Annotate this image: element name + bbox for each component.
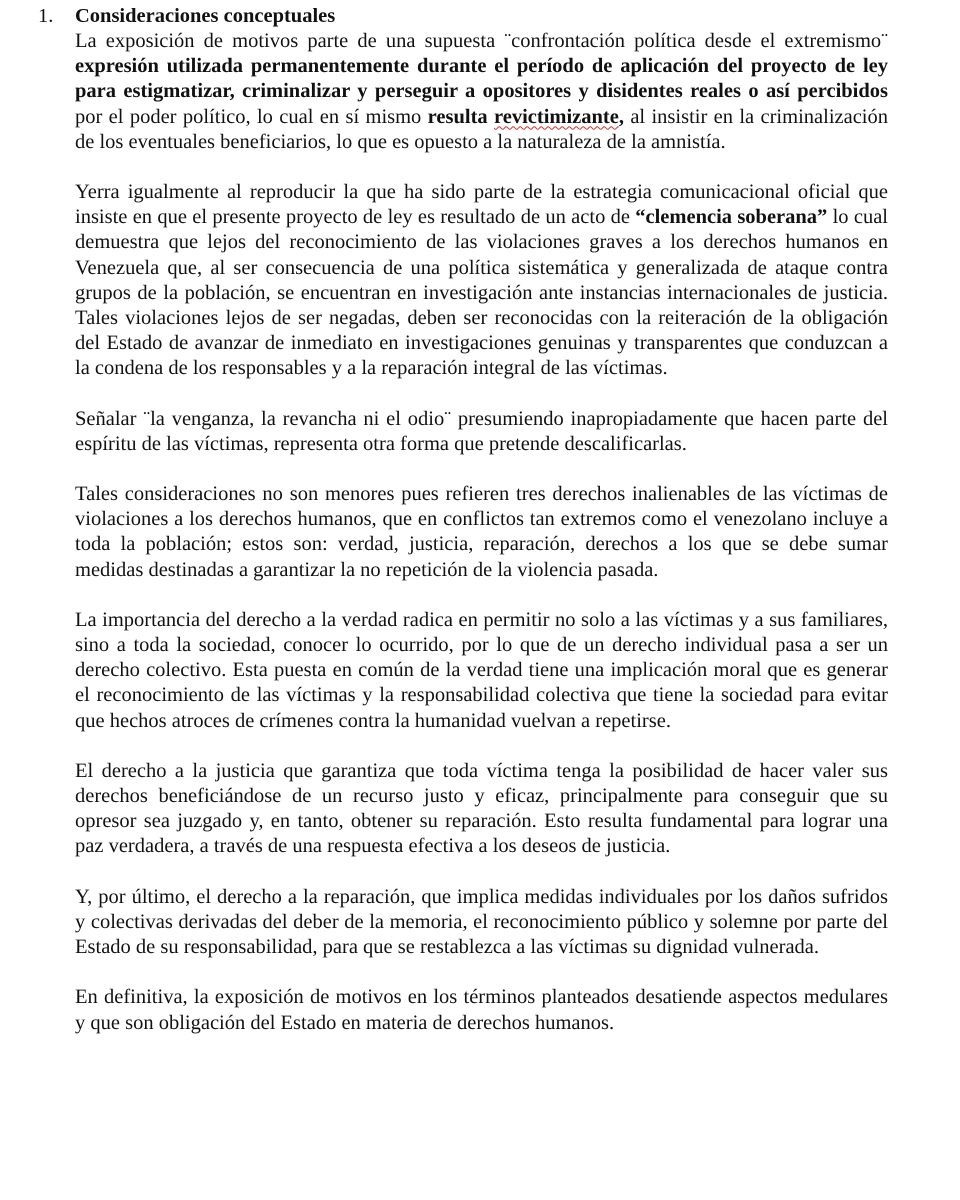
- paragraph-1: [75, 29, 888, 155]
- paragraph-2-text-a: Yerra igualmente al reproducir la que ha sido parte de la estrategia comunicacional oficial que insiste en que el presente proyecto de ley es resultado de un acto de: [75, 181, 888, 229]
- section-body: [75, 3, 888, 1036]
- paragraph-7: Y, por último, el derecho a la reparación, que implica medidas individuales por los daños sufridos y colectivas derivadas del deber de la memoria, el reconocimiento público y solemne por parte del Estado de su responsabilidad, para que se restablezca a las víctimas su dignidad vulnerada.: [75, 885, 888, 959]
- paragraph-8: En definitiva, la exposición de motivos en los términos planteados desatiende aspectos medulares y que son obligación del Estado en materia de derechos humanos.: [75, 986, 888, 1034]
- paragraph-2: [75, 180, 888, 382]
- paragraph-1-bold-b: resulta: [427, 105, 495, 128]
- paragraph-1-text-c: al insistir en la criminalización de los eventuales beneficiarios, lo que es opuesto a la naturaleza de la amnistía.: [75, 105, 889, 153]
- paragraph-1-text-b: por el poder político, lo cual en sí mismo: [75, 105, 428, 128]
- spellcheck-flagged-word: revictimizante: [494, 105, 619, 128]
- section-heading: Consideraciones conceptuales: [75, 5, 336, 27]
- paragraph-1-bold-comma: ,: [618, 105, 624, 128]
- paragraph-1-text-a: La exposición de motivos parte de una supuesta ¨confrontación política desde el extremismo¨: [75, 30, 888, 52]
- paragraph-6: El derecho a la justicia que garantiza que toda víctima tenga la posibilidad de hacer valer sus derechos beneficiándose de un recurso justo y eficaz, principalmente para conseguir que su opresor sea juzgado y, en tanto, obtener su reparación. Esto resulta fundamental para lograr una paz verdadera, a través de una respuesta efectiva a los deseos de justicia.: [75, 759, 888, 858]
- paragraph-5: La importancia del derecho a la verdad radica en permitir no solo a las víctimas y a sus familiares, sino a toda la sociedad, conocer lo ocurrido, por lo que de un derecho individual pasa a ser un derecho colectivo. Esta puesta en común de la verdad tiene una implicación moral que es generar el reconocimiento de las víctimas y la responsabilidad colectiva que tiene la sociedad para evitar que hechos atroces de crímenes contra la humanidad vuelvan a repetirse.: [75, 608, 888, 732]
- paragraph-2-bold: “clemencia soberana”: [635, 206, 828, 229]
- paragraph-3: Señalar ¨la venganza, la revancha ni el odio¨ presumiendo inapropiadamente que hacen parte del espíritu de las víctimas, representa otra forma que pretende descalificarlas.: [75, 407, 888, 455]
- paragraph-4: Tales consideraciones no son menores pues refieren tres derechos inalienables de las víctimas de violaciones a los derechos humanos, que en conflictos tan extremos como el venezolano incluye a toda la población; estos son: verdad, justicia, reparación, derechos a los que se debe sumar medidas destinadas a garantizar la no repetición de la violencia pasada.: [75, 483, 888, 581]
- paragraph-1-bold-a: expresión utilizada permanentemente durante el período de aplicación del proyecto de ley para estigmatizar, criminalizar y perseguir a opositores y disidentes reales o así percibidos: [75, 55, 888, 103]
- paragraph-2-text-b: lo cual demuestra que lejos del reconocimiento de las violaciones graves a los derechos humanos en Venezuela que, al ser consecuencia de una política sistemática y generalizada de ataque contra grupos de la población, se encuentran en investigación ante instancias internacionales de justicia. Tales violaciones lejos de ser negadas, deben ser reconocidas con la reiteración de la obligación del Estado de avanzar de inmediato en investigaciones genuinas y transparentes que conduzcan a la condena de los responsables y a la reparación integral de las víctimas.: [75, 206, 888, 380]
- section-number: 1.: [38, 5, 54, 27]
